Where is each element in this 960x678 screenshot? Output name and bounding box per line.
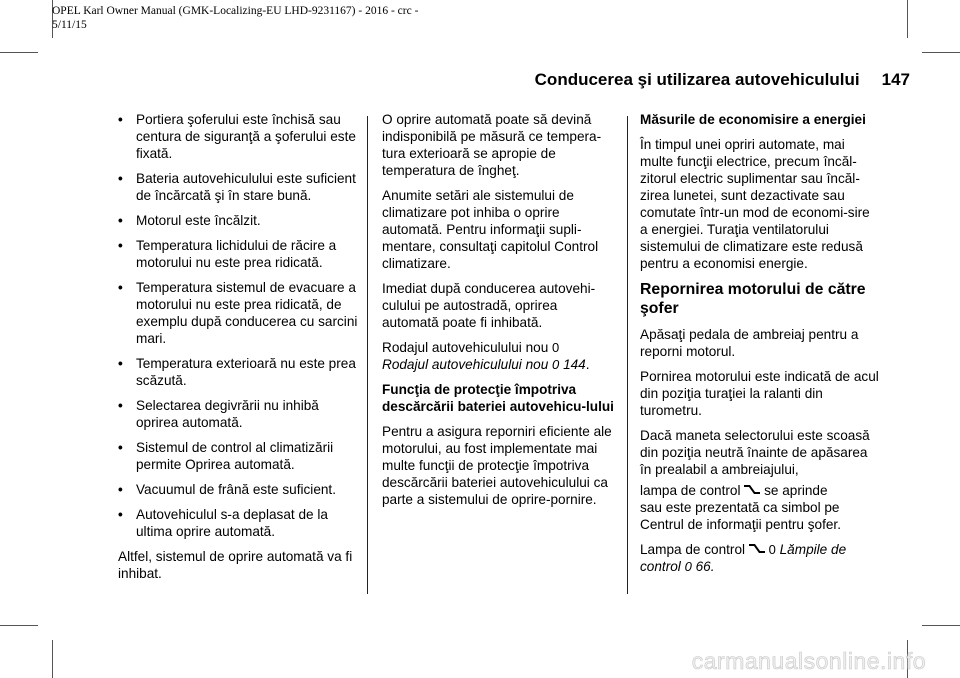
control-lamp-icon [744,484,760,494]
cross-reference-link[interactable]: Lămpile de control 0 66. [640,542,847,574]
paragraph: Lampa de control 0 Lămpile de control 0 66. [640,542,847,574]
column-divider [627,116,628,594]
subheading: Funcţia de protecţie împotriva descărcării bateriei autovehicu-lului [382,382,614,414]
crop-mark [922,625,960,626]
reference-arrow-icon: 0 [552,357,560,372]
list-item: • Autovehiculul s-a deplasat de la ultima oprire automată. [118,507,328,539]
crop-mark [0,625,38,626]
paragraph: Altfel, sistemul de oprire automată va fi inhibat. [118,549,353,581]
column-1 [118,111,358,590]
paragraph: În timpul unei opriri automate, mai multe funcţii electrice, precum încăl-zitorul electric suplimentar sau încăl-zirea lunetei, sunt dezactivate sau comutate într-un mod de economi-sire a energiei. Turaţia ventilatorului sistemului de climatizare este redusă pentru a economisi energie. [640,137,870,271]
page-title: Conducerea şi utilizarea autovehiculului [534,70,860,89]
list-item: • Motorul este încălzit. [118,213,261,228]
list-item: • Bateria autovehiculului este suficient de încărcată şi în stare bună. [118,171,356,203]
crop-mark [907,0,908,38]
cross-reference-link[interactable]: Rodajul autovehiculului nou 0 144 [382,357,586,372]
list-item: • Portiera şoferului este închisă sau centura de siguranţă a şoferului este fixată. [118,112,356,161]
paragraph: lampa de control se aprinde sau este prezentată ca simbol pe Centrul de informaţii pentru şofer. [640,483,841,532]
list-item: • Temperatura exterioară nu este prea scăzută. [118,356,356,388]
subheading: Măsurile de economisire a energiei [640,112,866,127]
list-item: • Sistemul de control al climatizării permite Oprirea automată. [118,440,334,472]
list-item: • Selectarea degivrării nu inhibă oprirea automată. [118,398,319,430]
header-date: 5/11/15 [52,19,87,31]
reference-arrow-icon: 0 [768,542,776,557]
reference-arrow-icon: 0 [684,559,692,574]
document-header [52,4,418,32]
page-number: 147 [881,70,910,89]
column-divider [367,116,368,594]
crop-mark [0,52,38,53]
list-item: • Temperatura sistemul de evacuare a motorului nu este prea ridicată, de exemplu după conducerea cu sarcini mari. [118,280,358,346]
column-3 [640,111,880,583]
page-title-row [460,70,910,90]
reference-arrow-icon: 0 [552,340,560,355]
paragraph: Anumite setări ale sistemului de climatizare pot inhiba o oprire automată. Pentru informaţii supli-mentare, consultaţi capitolul Control climatizare. [382,188,599,271]
paragraph: Pentru a asigura reporniri eficiente ale motorului, au fost implementate mai multe funcţii de protecţie împotriva descărcării bateriei autovehiculului ca parte a sistemului de oprire-pornire. [382,424,612,507]
list-item: • Temperatura lichidului de răcire a motorului nu este prea ridicată. [118,238,337,270]
paragraph: Pornirea motorului este indicată de acul din poziţia turaţiei la ralanti din turometru. [640,369,879,418]
column-2 [382,111,617,516]
crop-mark [922,52,960,53]
paragraph: Rodajul autovehiculului nou 0 Rodajul autovehiculului nou 0 144. [382,340,590,372]
control-lamp-icon [749,543,765,553]
paragraph: O oprire automată poate să devină indisponibilă pe măsură ce tempera-tura exterioară se apropie de temperatura de îngheţ. [382,112,602,178]
crop-mark [52,640,53,678]
section-heading: Repornirea motorului de către şofer [640,281,866,317]
paragraph: Apăsaţi pedala de ambreiaj pentru a reporni motorul. [640,327,859,359]
list-item: • Vacuumul de frână este suficient. [118,482,336,497]
watermark: carmanualsonline.info [691,648,926,674]
header-line: OPEL Karl Owner Manual (GMK-Localizing-EU LHD-9231167) - 2016 - crc - [52,5,419,17]
paragraph: Imediat după conducerea autovehi-culului pe autostradă, oprirea automată poate fi inhibată. [382,281,596,330]
paragraph: Dacă maneta selectorului este scoasă din poziţia neutră înainte de apăsarea în prealabil a ambreiajului, [640,428,870,477]
